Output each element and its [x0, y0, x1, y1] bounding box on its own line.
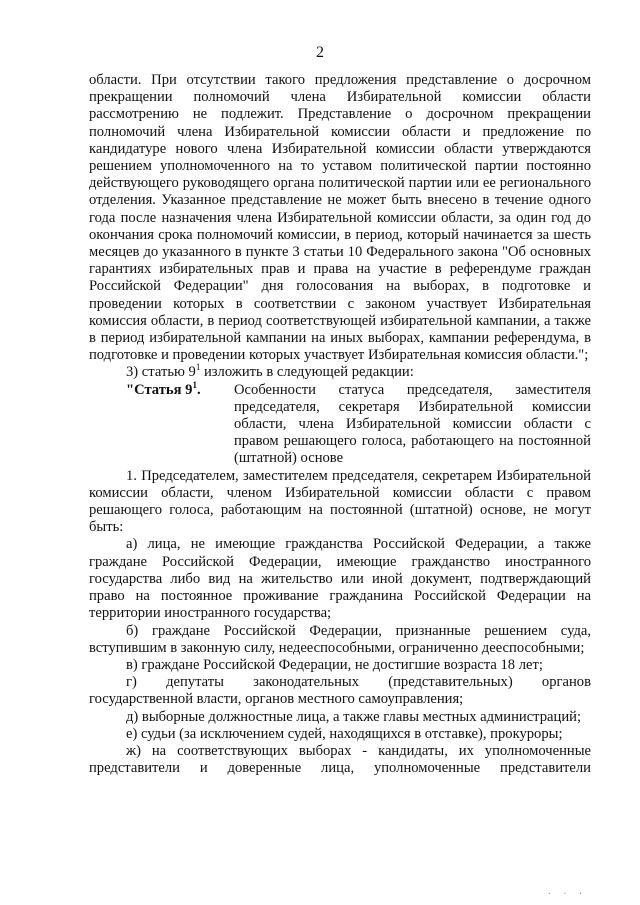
amendment-item-3 [89, 364, 591, 381]
paragraph: г) депутаты законодательных (представительных) органов государственной власти, органов местного самоуправления; [89, 674, 591, 708]
article-title: Особенности статуса председателя, заместителя председателя, секретаря Избирательной комиссии области, члена Избирательной комиссии области с правом решающего голоса, работающего на постоянной (штатной) основе [234, 381, 591, 467]
amendment-item-3-text-tail: изложить в следующей редакции: [200, 364, 414, 381]
paragraph: 1. Председателем, заместителем председателя, секретарем Избирательной комиссии области, членом Избирательной комиссии области с правом решающего голоса, работающим на постоянной (штатной) основе, не могут быть: [89, 467, 591, 536]
article-heading [89, 379, 591, 468]
paragraph: в) граждане Российской Федерации, не достигшие возраста 18 лет; [126, 656, 543, 673]
paragraph-continued: ж) на соответствующих выборах - кандидаты, их уполномоченные представители и доверенные лица, уполномоченные представители [89, 742, 591, 777]
amendment-item-3-text: 3) статью 9 [126, 364, 196, 381]
paragraph: д) выборные должностные лица, а также главы местных администраций; [126, 708, 581, 725]
article-label-superscript: 1 [192, 379, 197, 390]
paragraph: б) граждане Российской Федерации, признанные решением суда, вступившим в законную силу, недееспособными, ограниченно дееспособными; [89, 622, 591, 656]
article-label-text: "Статья 9 [126, 381, 193, 398]
paragraph: е) судьи (за исключением судей, находящихся в отставке), прокуроры; [126, 725, 563, 742]
paragraph: а) лица, не имеющие гражданства Российской Федерации, а также граждане Российской Федерации, имеющие гражданство иностранного государства либо вид на жительство или иной документ, подтверждающий право на постоянное проживание гражданина Российской Федерации на территории иностранного государства; [89, 536, 591, 622]
page-number: 2 [316, 44, 324, 61]
scan-marks: · · · [546, 889, 586, 898]
paragraph: области. При отсутствии такого предложения представление о досрочном прекращении полномочий члена Избирательной комиссии области рассмотрению не подлежит. Представление о досрочном прекращении полномочий члена Избирательной комиссии области и предложение по кандидатуре нового члена Избирательной комиссии области утверждаются решением уполномоченного на то уставом политической партии постоянно действующего руководящего органа политической партии или ее регионального отделения. Указанное представление не может быть внесено в течение одного года после назначения члена Избирательной комиссии области, за один год до окончания срока полномочий комиссии, в период, который начинается за шесть месяцев до указанного в пункте 3 статьи 10 Федерального закона "Об основных гарантиях избирательных прав и права на участие в референдуме граждан Российской Федерации" дня голосования на выборах, в подготовке и проведении которых в соответствии с законом участвует Избирательная комиссия области, в период соответствующей избирательной кампании, а также в период избирательной кампании на иных выборах, кампании референдума, в подготовке и проведении которых участвует Избирательная комиссия области."; [89, 72, 591, 364]
article-label [89, 379, 234, 468]
superscript: 1 [195, 362, 201, 373]
article-label-dot: . [196, 381, 201, 398]
document-body [89, 72, 591, 777]
